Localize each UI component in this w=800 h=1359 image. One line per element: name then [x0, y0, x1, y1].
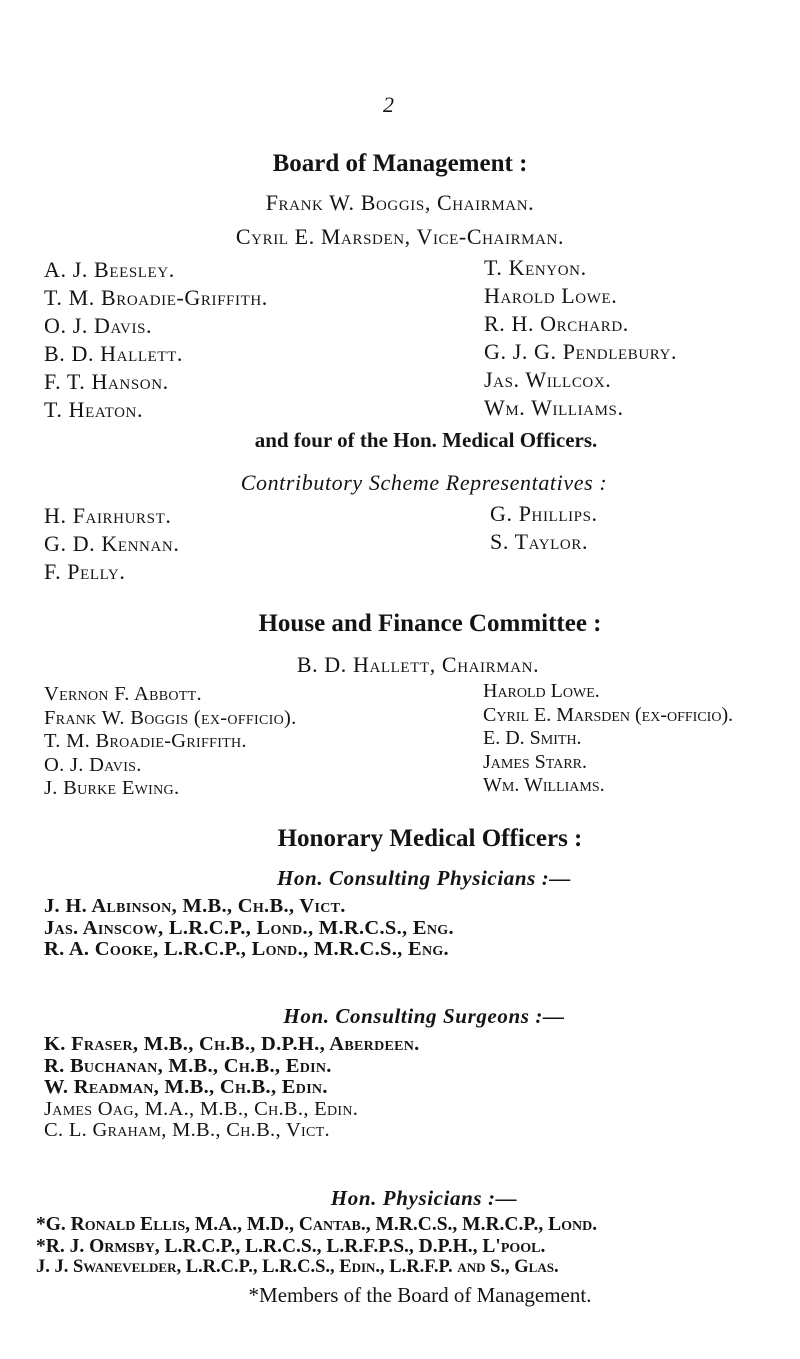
- list-item: James Oag, M.A., M.B., Ch.B., Edin.: [44, 1097, 359, 1120]
- list-item: *R. J. Ormsby, L.R.C.P., L.R.C.S., L.R.F.P.S., D.P.H., L'pool.: [36, 1235, 546, 1257]
- list-item: O. J. Davis.: [44, 753, 142, 776]
- list-item: R. Buchanan, M.B., Ch.B., Edin.: [44, 1054, 332, 1077]
- list-item: T. M. Broadie-Griffith.: [44, 285, 268, 310]
- list-item: R. H. Orchard.: [484, 311, 629, 336]
- list-item: G. Phillips.: [490, 501, 598, 526]
- list-item: Wm. Williams.: [483, 774, 605, 796]
- house-finance-chairman: B. D. Hallett, Chairman.: [296, 652, 540, 677]
- list-item: H. Fairhurst.: [44, 503, 172, 528]
- page-number: 2: [383, 92, 394, 117]
- board-note: and four of the Hon. Medical Officers.: [254, 428, 598, 452]
- list-item: T. Heaton.: [44, 397, 144, 422]
- list-item: W. Readman, M.B., Ch.B., Edin.: [44, 1076, 328, 1098]
- list-item: Harold Lowe.: [484, 283, 618, 308]
- list-item: K. Fraser, M.B., Ch.B., D.P.H., Aberdeen.: [44, 1033, 420, 1055]
- list-item: Vernon F. Abbott.: [44, 683, 202, 705]
- list-item: J. H. Albinson, M.B., Ch.B., Vict.: [44, 895, 346, 917]
- house-finance-left-list: [44, 683, 297, 801]
- list-item: Harold Lowe.: [483, 680, 600, 702]
- list-item: E. D. Smith.: [483, 727, 582, 749]
- list-item: F. Pelly.: [44, 559, 126, 584]
- list-item: James Starr.: [483, 750, 588, 773]
- list-item: G. D. Kennan.: [44, 531, 180, 556]
- list-item: A. J. Beesley.: [44, 257, 175, 282]
- house-finance-heading: House and Finance Committee :: [258, 610, 602, 637]
- list-item: S. Taylor.: [490, 529, 589, 554]
- list-item: Frank W. Boggis (ex-officio).: [44, 706, 297, 729]
- contributory-heading: Contributory Scheme Representatives :: [240, 470, 608, 495]
- consulting-physicians-title: Hon. Consulting Physicians :—: [277, 866, 571, 890]
- list-item: T. Kenyon.: [484, 255, 587, 280]
- list-item: Wm. Williams.: [484, 395, 624, 420]
- list-item: Cyril E. Marsden (ex-officio).: [483, 703, 734, 726]
- list-item: G. J. G. Pendlebury.: [484, 339, 678, 364]
- list-item: *G. Ronald Ellis, M.A., M.D., Cantab., M.R.C.S., M.R.C.P., Lond.: [36, 1214, 598, 1235]
- house-finance-right-list: [483, 680, 733, 798]
- consulting-surgeons-title: Hon. Consulting Surgeons :—: [283, 1004, 565, 1028]
- board-heading: Board of Management :: [272, 150, 528, 177]
- list-item: J. J. Swanevelder, L.R.C.P., L.R.C.S., Edin., L.R.F.P. and S., Glas.: [36, 1257, 559, 1277]
- board-right-list: [484, 254, 677, 422]
- medical-heading: Honorary Medical Officers :: [277, 825, 583, 852]
- list-item: C. L. Graham, M.B., Ch.B., Vict.: [44, 1119, 330, 1141]
- list-item: Jas. Ainscow, L.R.C.P., Lond., M.R.C.S., Eng.: [44, 916, 454, 939]
- contributory-left-list: [44, 502, 179, 586]
- footnote: *Members of the Board of Management.: [248, 1283, 592, 1307]
- list-item: R. A. Cooke, L.R.C.P., Lond., M.R.C.S., Eng.: [44, 938, 449, 960]
- board-chairman: Frank W. Boggis, Chairman.: [265, 190, 535, 215]
- list-item: T. M. Broadie-Griffith.: [44, 730, 247, 752]
- physicians-list: [36, 1214, 597, 1279]
- list-item: Jas. Willcox.: [484, 367, 612, 392]
- consulting-surgeons-list: [44, 1034, 420, 1142]
- physicians-title: Hon. Physicians :—: [330, 1186, 518, 1210]
- list-item: O. J. Davis.: [44, 313, 153, 338]
- contributory-right-list: [490, 500, 598, 556]
- board-left-list: [44, 256, 268, 424]
- board-vice-chairman: Cyril E. Marsden, Vice-Chairman.: [235, 224, 565, 249]
- consulting-physicians-list: [44, 896, 454, 961]
- list-item: J. Burke Ewing.: [44, 777, 180, 799]
- list-item: F. T. Hanson.: [44, 369, 169, 394]
- list-item: B. D. Hallett.: [44, 341, 183, 366]
